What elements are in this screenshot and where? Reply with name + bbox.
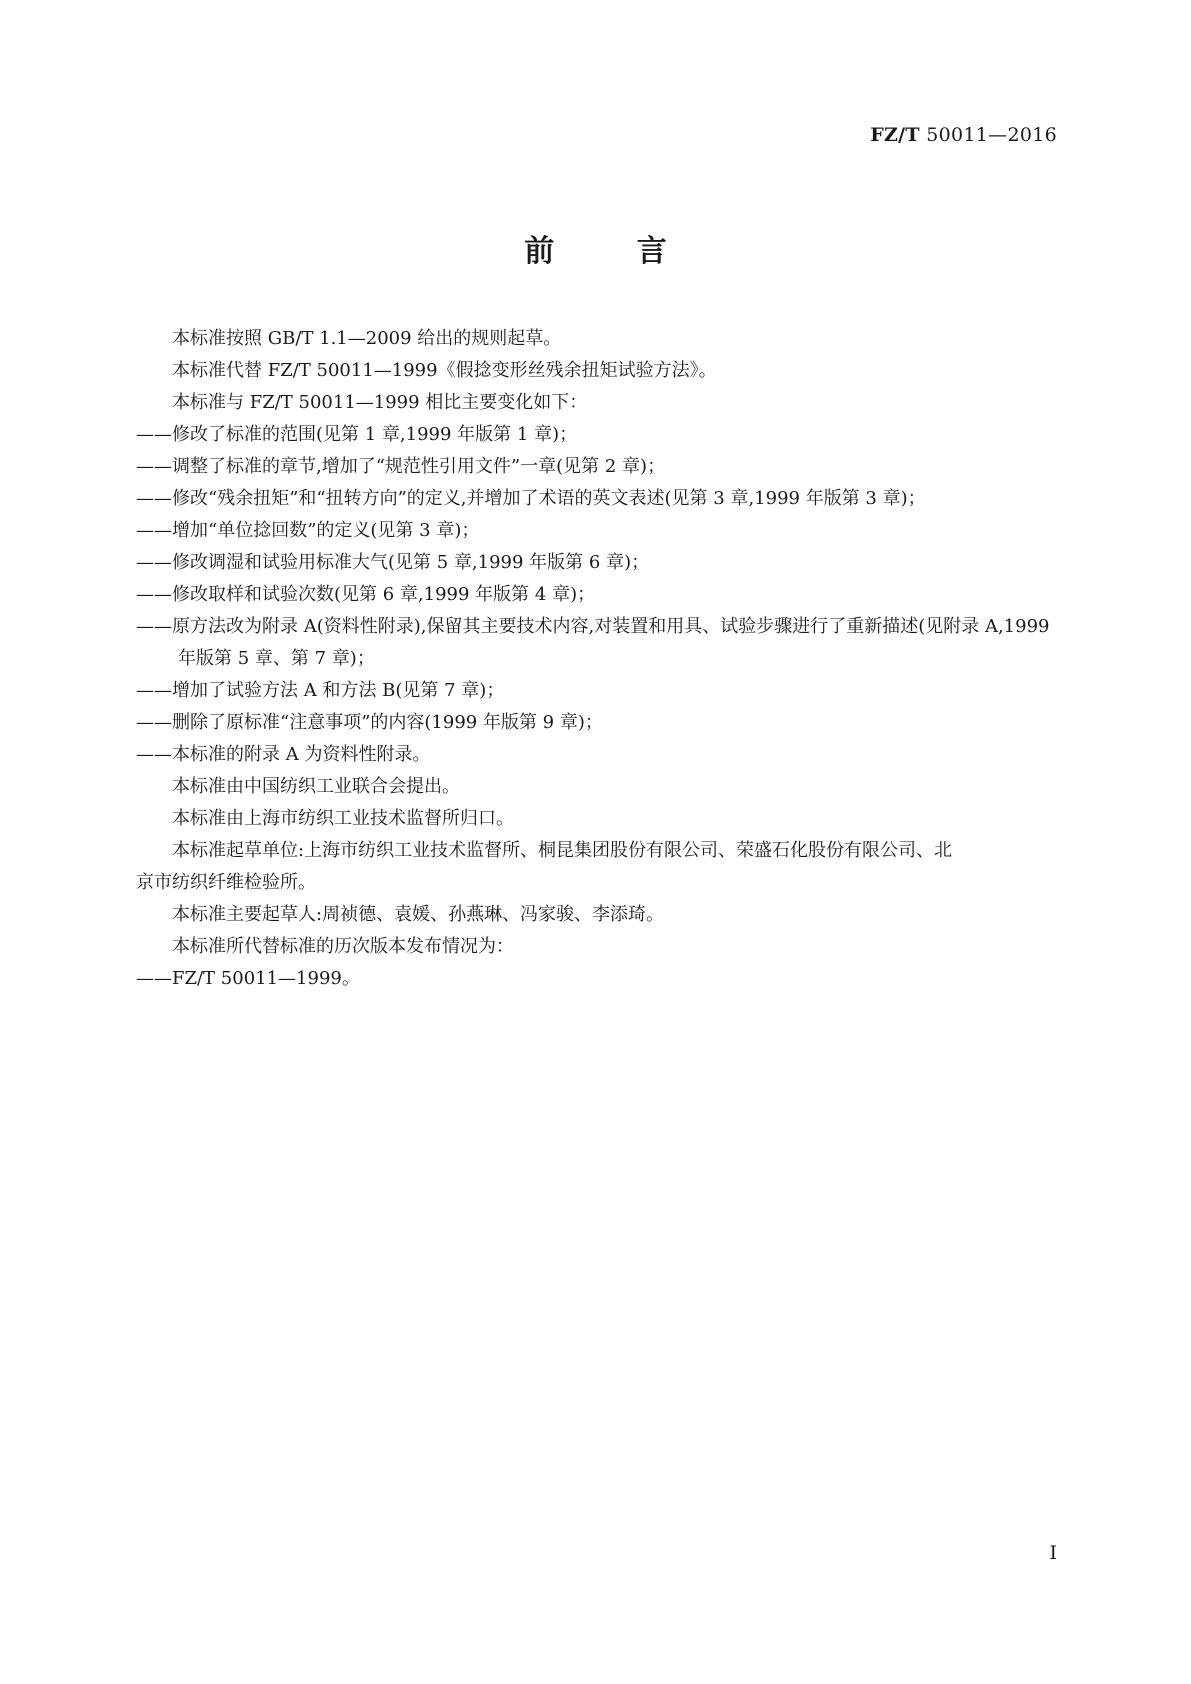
change-item: ——原方法改为附录 A(资料性附录),保留其主要技术内容,对装置和用具、试验步骤进行了重新描述(见附录 A,1999 年版第 5 章、第 7 章)； (136, 616, 1050, 669)
standard-prefix: FZ/T (870, 124, 920, 146)
drafting-units-line-2: 京市纺织纤维检验所。 (136, 872, 316, 893)
change-item: ——增加“单位捻回数”的定义(见第 3 章)； (136, 520, 480, 541)
foreword-body (136, 323, 1061, 995)
change-item: ——修改了标准的范围(见第 1 章,1999 年版第 1 章)； (136, 424, 578, 445)
page-number: I (1049, 1542, 1057, 1564)
paragraph-drafting-units (136, 835, 1061, 899)
change-item: ——本标准的附录 A 为资料性附录。 (136, 744, 431, 765)
paragraph-drafting-rules: 本标准按照 GB/T 1.1—2009 给出的规则起草。 (172, 328, 562, 349)
change-item: ——修改取样和试验次数(见第 6 章,1999 年版第 4 章)； (136, 584, 596, 605)
paragraph-history-intro: 本标准所代替标准的历次版本发布情况为： (172, 936, 514, 957)
change-item: ——删除了原标准“注意事项”的内容(1999 年版第 9 章)； (136, 712, 603, 733)
paragraph-drafters: 本标准主要起草人:周祯德、袁媛、孙燕琳、冯家骏、李添琦。 (172, 904, 665, 925)
paragraph-centralized-by: 本标准由上海市纺织工业技术监督所归口。 (172, 808, 514, 829)
history-item: ——FZ/T 50011—1999。 (136, 968, 360, 989)
paragraph-replaces: 本标准代替 FZ/T 50011—1999《假捻变形丝残余扭矩试验方法》。 (172, 360, 717, 381)
change-item: ——增加了试验方法 A 和方法 B(见第 7 章)； (136, 680, 505, 701)
drafting-units-line-1: 本标准起草单位:上海市纺织工业技术监督所、桐昆集团股份有限公司、荣盛石化股份有限公司、北 (172, 840, 953, 861)
change-item: ——修改“残余扭矩”和“扭转方向”的定义,并增加了术语的英文表述(见第 3 章,1999 年版第 3 章)； (136, 488, 926, 509)
paragraph-proposed-by: 本标准由中国纺织工业联合会提出。 (172, 776, 460, 797)
standard-code: 50011—2016 (926, 124, 1057, 146)
paragraph-changes-intro: 本标准与 FZ/T 50011—1999 相比主要变化如下： (172, 392, 588, 413)
page-title: 前 言 (524, 234, 703, 269)
change-item: ——修改调湿和试验用标准大气(见第 5 章,1999 年版第 6 章)； (136, 552, 650, 573)
change-item: ——调整了标准的章节,增加了“规范性引用文件”一章(见第 2 章)； (136, 456, 666, 477)
standard-number (870, 124, 1057, 146)
